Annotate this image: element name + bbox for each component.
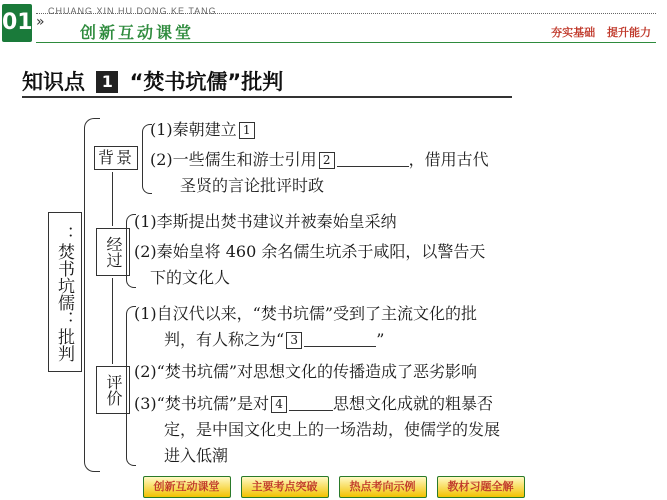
connector-line	[112, 172, 113, 226]
evaluation-item-2: (2)“焚书坑儒”对思想文化的传播造成了恶劣影响	[134, 362, 478, 381]
fill-blank-2[interactable]	[337, 149, 409, 167]
process-item-1: (1)李斯提出焚书建议并被秦始皇采纳	[134, 212, 397, 231]
blank-marker-2: 2	[319, 152, 335, 169]
blank-marker-1: 1	[239, 122, 255, 139]
background-item-2-cont: 圣贤的言论批评时政	[180, 176, 325, 195]
section-label: 知识点	[22, 70, 85, 94]
header-title: 创新互动课堂	[80, 23, 195, 42]
evaluation-item-1-cont: 判，有人称之为“ 3 ”	[164, 330, 385, 349]
chevron-icon: »	[36, 14, 45, 30]
section-underline	[22, 96, 512, 98]
fill-blank-4[interactable]	[289, 393, 333, 411]
background-item-1: (1)秦朝建立 1	[150, 118, 257, 142]
brace-evaluation	[126, 306, 136, 466]
nav-button-hot-examples[interactable]: 热点考向示例	[339, 476, 427, 498]
page-header	[0, 0, 667, 44]
header-pinyin: CHUANG XIN HU DONG KE TANG	[48, 6, 217, 16]
header-link-basics[interactable]: 夯实基础	[551, 26, 596, 39]
category-evaluation: 评价	[96, 366, 130, 414]
nav-button-exercises[interactable]: 教材习题全解	[437, 476, 525, 498]
section-heading	[22, 66, 283, 96]
evaluation-item-1: (1)自汉代以来，“焚书坑儒”受到了主流文化的批	[134, 304, 478, 323]
process-item-2: (2)秦始皇将 460 余名儒生坑杀于咸阳，以警告天	[134, 242, 486, 261]
process-item-2-cont: 下的文化人	[150, 268, 231, 287]
evaluation-item-3-cont2: 进入低潮	[164, 446, 229, 465]
footer-nav	[0, 472, 667, 500]
nav-button-key-points[interactable]: 主要考点突破	[241, 476, 329, 498]
category-process: 经过	[96, 228, 130, 276]
background-item-2: (2)一些儒生和游士引用 2 ，借用古代	[150, 150, 489, 169]
topic-label: ：焚书坑儒：批判	[48, 212, 82, 372]
blank-marker-3: 3	[286, 332, 302, 349]
evaluation-item-3-cont: 定，是中国文化史上的一场浩劫，使儒学的发展	[164, 420, 501, 439]
evaluation-item-3: (3)“焚书坑儒”是对 4 思想文化成就的粗暴否	[134, 394, 494, 413]
section-title: “焚书坑儒”批判	[129, 70, 284, 94]
category-background: 背景	[94, 146, 138, 170]
section-number: 1	[96, 71, 118, 93]
connector-line	[112, 278, 113, 364]
header-link-improve[interactable]: 提升能力	[607, 26, 651, 39]
chapter-badge: 01	[2, 4, 32, 42]
main-brace	[84, 118, 100, 472]
nav-button-classroom[interactable]: 创新互动课堂	[143, 476, 231, 498]
header-links	[543, 24, 651, 40]
blank-marker-4: 4	[271, 396, 287, 413]
fill-blank-3[interactable]	[304, 329, 376, 347]
